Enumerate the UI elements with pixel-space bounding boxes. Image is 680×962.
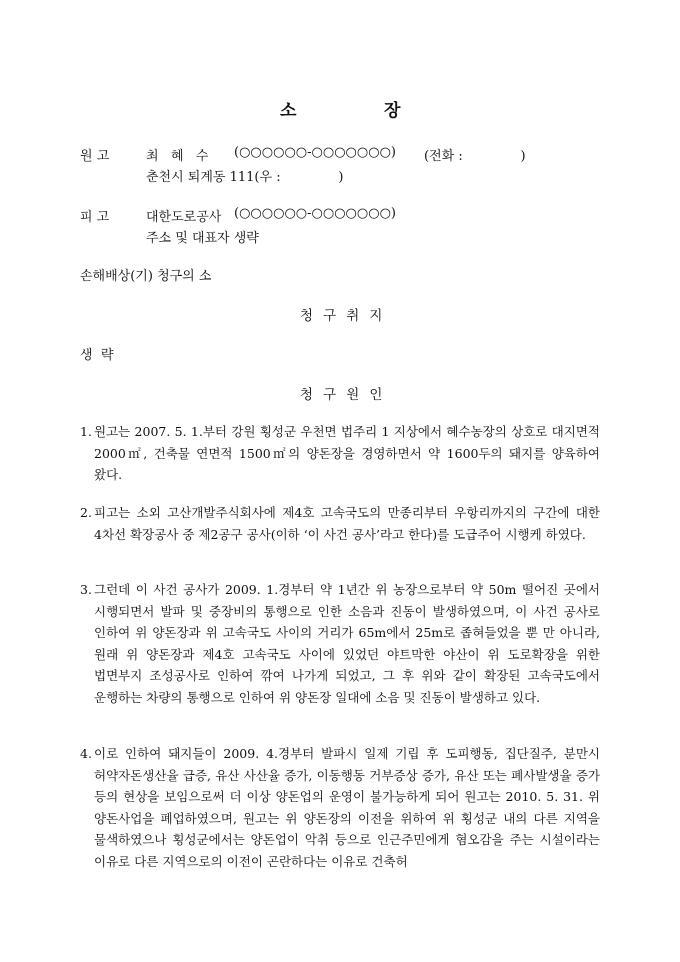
case-name: 손해배상(기) 청구의 소 [80, 269, 212, 284]
defendant-id: (○○○○○○-○○○○○○○) [234, 206, 396, 221]
cause-heading: 청 구 원 인 [300, 387, 383, 403]
paragraph-number: 2. [80, 505, 92, 520]
paragraph-text: 피고는 소외 고산개발주식회사에 제4호 고속국도의 만종리부터 우항리까지의 구간에 대한 4차선 확장공사 중 제2공구 공사(이하 ‘이 사건 공사’라고 한다)를 도급주어 시행케 하였다. [94, 505, 600, 542]
title-left-char: 소 [280, 101, 297, 121]
claim-heading: 청 구 취 지 [300, 308, 383, 324]
paragraph-1 [80, 421, 600, 486]
defendant-name: 대한도로공사 [146, 210, 222, 225]
paragraph-2 [80, 502, 600, 545]
paragraph-number: 4. [80, 746, 92, 761]
paragraph-number: 1. [80, 424, 92, 439]
paragraph-text: 이로 인하여 돼지들이 2009. 4.경부터 발파시 일제 기립 후 도피행동, 집단질주, 분만시 허약자돈생산율 급증, 유산 사산율 증가, 이동행동 거부증상 증가, 유산 또는 폐사발생율 증가 등의 현상을 보임으로써 더 이상 양돈업의 운영이 불가능하게 되어 원고는 2010. 5. 31. 위 양돈사업을 폐업하였으며, 원고는 위 양돈장의 이전을 위하여 위 횡성군 내의 다른 지역을 물색하였으나 횡성군에서는 양돈업이 악취 등으로 인근주민에게 혐오감을 주는 시설이라는 이유로 다른 지역으로의 이전이 곤란하다는 이유로 건축허 [94, 746, 600, 869]
plaintiff-label: 원 고 [80, 149, 110, 164]
paragraph-4 [80, 743, 600, 872]
paragraph-3 [80, 579, 600, 708]
paragraph-text: 원고는 2007. 5. 1.부터 강원 횡성군 우천면 법주리 1 지상에서 혜수농장의 상호로 대지면적 2000㎡, 건축물 연면적 1500㎡의 양돈장을 경영하면서 약 1600두의 돼지를 양육하여 왔다. [94, 424, 600, 482]
paragraph-number: 3. [80, 582, 92, 597]
defendant-address: 주소 및 대표자 생략 [146, 231, 259, 246]
title-right-char: 장 [384, 101, 401, 121]
plaintiff-name: 최 혜 수 [146, 149, 209, 164]
paragraph-text: 그런데 이 사건 공사가 2009. 1.경부터 약 1년간 위 농장으로부터 약 50m 떨어진 곳에서 시행되면서 발파 및 중장비의 통행으로 인한 소음과 진동이 발생하였으며, 이 사건 공사로 인하여 위 양돈장과 위 고속국도 사이의 거리가 65m에서 25m로 좁혀들었을 뿐 만 아니라, 원래 위 양돈장과 제4호 고속국도 사이에 있었던 야트막한 야산이 위 도로확장을 위한 법면부지 조성공사로 인하여 깎여 나가게 되었고, 그 후 위와 같이 확장된 고속국도에서 운행하는 차량의 통행으로 인하여 위 양돈장 일대에 소음 및 진동이 발생하고 있다. [94, 582, 600, 705]
plaintiff-id: (○○○○○○-○○○○○○○) [234, 145, 396, 160]
plaintiff-phone: (전화 : ) [424, 149, 526, 164]
plaintiff-address: 춘천시 퇴계동 111(우 : ) [146, 170, 344, 185]
claim-body: 생 략 [80, 348, 114, 363]
defendant-label: 피 고 [80, 210, 110, 225]
